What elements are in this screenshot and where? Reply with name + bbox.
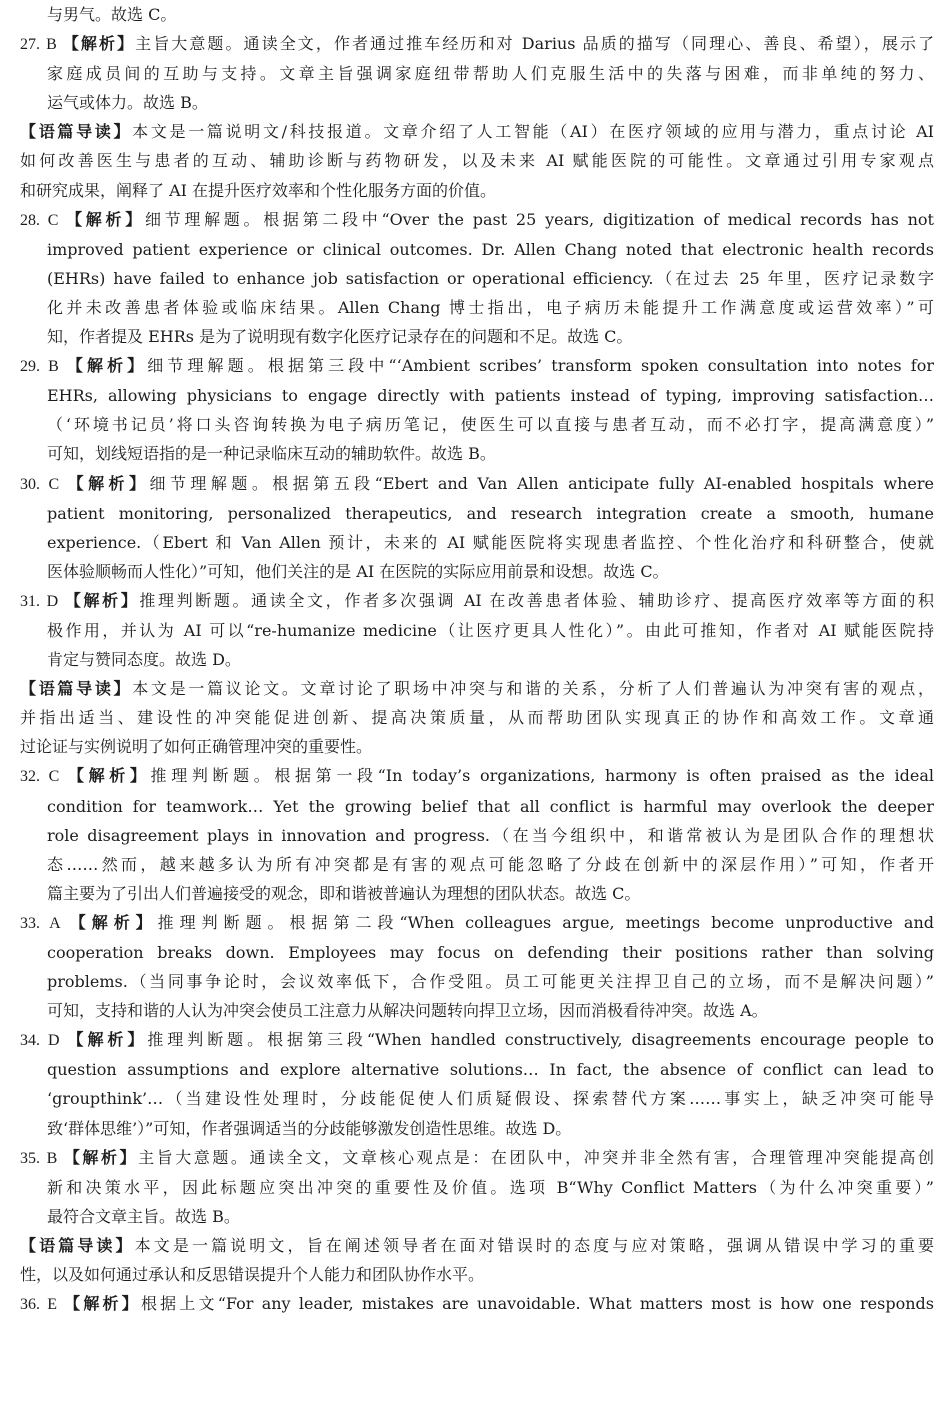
analysis-tag: 【解析】 <box>62 34 136 54</box>
text: 可知，支持和谐的人认为冲突会使员工注意力从解决问题转向捍卫立场，因而消极看待冲突。故选 A。 <box>47 1001 768 1021</box>
text-line <box>20 821 934 850</box>
text-line <box>20 528 934 557</box>
text: （‘环境书记员’将口头咨询转换为电子病历笔记，使医生可以直接与患者互动，而不必打字，提高满意度）” <box>47 415 934 435</box>
analysis-tag: 【解析】 <box>67 473 150 493</box>
passage-guide-label: 【语篇导读】 <box>20 679 133 699</box>
text-line <box>20 792 934 821</box>
text-line <box>20 1055 934 1084</box>
text: 推理判断题。通读全文，作者多次强调 AI 在改善患者体验、辅助诊疗、提高医疗效率等方面的积 <box>139 590 934 610</box>
question-number: 30. C <box>20 475 68 493</box>
text: 态……然而，越来越多认为所有冲突都是有害的观点可能忽略了分歧在创新中的深层作用）”可知，作者开 <box>47 854 934 874</box>
text: 主旨大意题。通读全文，文章核心观点是：在团队中，冲突并非全然有害，合理管理冲突能提高创 <box>138 1147 934 1167</box>
text-line <box>20 645 934 674</box>
text: 本文是一篇说明文，旨在阐述领导者在面对错误时的态度与应对策略，强调从错误中学习的重要 <box>134 1235 934 1255</box>
answer-28 <box>20 205 934 235</box>
analysis-tag: 【解析】 <box>64 590 140 610</box>
text-line <box>20 557 934 586</box>
text-line <box>20 499 934 528</box>
analysis-tag: 【解析】 <box>63 1147 139 1167</box>
text: problems.（当同事争论时，会议效率低下，合作受阻。员工可能更关注捍卫自己的立场，而不是解决问题）” <box>47 972 934 992</box>
question-number: 29. B <box>20 358 67 376</box>
question-number: 35. B <box>20 1149 64 1167</box>
text: 本文是一篇说明文/科技报道。文章介绍了人工智能（AI）在医疗领域的应用与潜力，重点讨论 AI <box>132 122 934 142</box>
text: question assumptions and explore alternative solutions… In fact, the absence of conflict can lead to <box>47 1060 934 1080</box>
analysis-tag: 【解析】 <box>66 209 145 229</box>
text: role disagreement plays in innovation and progress.（在当今组织中，和谐常被认为是团队合作的理想状 <box>47 825 934 845</box>
line-continuation <box>20 0 934 29</box>
analysis-tag: 【解析】 <box>67 1030 148 1050</box>
text-line <box>20 879 934 908</box>
answer-explanations <box>20 0 934 1341</box>
text: 过论证与实例说明了如何正确管理冲突的重要性。 <box>20 737 373 757</box>
text-line <box>20 732 934 761</box>
answer-34 <box>20 1025 934 1055</box>
text-line <box>20 703 934 732</box>
text: 推理判断题。根据第一段“In today’s organizations, harmony is often praised as the ideal <box>150 766 934 786</box>
question-number: 32. C <box>20 768 68 786</box>
text-line <box>20 59 934 88</box>
text: 细节理解题。根据第三段中“‘Ambient scribes’ transform spoken consultation into notes for <box>147 356 934 376</box>
text: 并指出适当、建设性的冲突能促进创新、提高决策质量，从而帮助团队实现真正的协作和高效工作。文章通 <box>20 708 934 728</box>
text-line <box>20 1260 934 1289</box>
text: 推理判断题。根据第三段“When handled constructively, disagreements encourage people to <box>147 1030 934 1050</box>
text: 医体验顺畅而人性化）”可知，他们关注的是 AI 在医院的实际应用前景和设想。故选 C。 <box>47 561 669 581</box>
text: 化并未改善患者体验或临床结果。Allen Chang 博士指出，电子病历未能提升工作满意度或运营效率）”可 <box>47 297 934 317</box>
text: experience.（Ebert 和 Van Allen 预计，未来的 AI 赋能医院将实现患者监控、个性化治疗和科研整合，使就 <box>47 532 934 552</box>
text-line <box>20 322 934 351</box>
text-line <box>20 1084 934 1113</box>
passage-guide-label: 【语篇导读】 <box>20 122 133 142</box>
text: 最符合文章主旨。故选 B。 <box>47 1206 240 1226</box>
text: 性，以及如何通过承认和反思错误提升个人能力和团队协作水平。 <box>20 1265 485 1285</box>
passage-guide-3 <box>20 1231 934 1260</box>
text-line <box>20 176 934 205</box>
answer-29 <box>20 351 934 381</box>
question-number: 34. D <box>20 1032 68 1050</box>
question-number: 27. B <box>20 36 63 54</box>
text: 主旨大意题。通读全文，作者通过推车经历和对 Darius 品质的描写（同理心、善良、希望），展示了 <box>135 34 934 54</box>
text-line <box>20 235 934 264</box>
text-line <box>20 293 934 322</box>
answer-30 <box>20 469 934 499</box>
text: 推理判断题。根据第二段“When colleagues argue, meetings become unproductive and <box>157 912 934 932</box>
text: improved patient experience or clinical outcomes. Dr. Allen Chang noted that electronic health records <box>47 239 934 259</box>
text-line <box>20 410 934 439</box>
answer-36-cut-off <box>20 1289 934 1319</box>
passage-guide-2 <box>20 674 934 703</box>
text-line <box>20 439 934 468</box>
text: 运气或体力。故选 B。 <box>47 93 208 113</box>
text-line <box>20 996 934 1025</box>
text: 篇主要为了引出人们普遍接受的观念，即和谐被普遍认为理想的团队状态。故选 C。 <box>47 883 641 903</box>
text: 肯定与赞同态度。故选 D。 <box>47 650 241 670</box>
question-number: 28. C <box>20 211 67 229</box>
passage-guide-label: 【语篇导读】 <box>20 1235 135 1255</box>
text: 如何改善医生与患者的互动、辅助诊断与药物研发，以及未来 AI 赋能医院的可能性。文章通过引用专家观点 <box>20 151 934 171</box>
text: 致‘群体思维’）”可知，作者强调适当的分歧能够激发创造性思维。故选 D。 <box>47 1118 572 1138</box>
text-line <box>20 850 934 879</box>
text-line <box>20 88 934 117</box>
text: 与男气。故选 C。 <box>47 5 177 24</box>
text: 根据上文“For any leader, mistakes are unavoidable. What matters most is how one responds <box>140 1294 934 1314</box>
text: 可知，划线短语指的是一种记录临床互动的辅助软件。故选 B。 <box>47 444 496 464</box>
text-line <box>20 381 934 410</box>
text-line <box>20 938 934 967</box>
text-line <box>20 616 934 645</box>
text-line <box>20 1114 934 1143</box>
text: cooperation breaks down. Employees may focus on defending their positions rather than solving <box>47 943 934 962</box>
text: EHRs, allowing physicians to engage directly with patients instead of typing, improving satisfaction… <box>47 386 934 406</box>
text: patient monitoring, personalized therapeutics, and research integration create a smooth, humane <box>47 503 934 523</box>
analysis-tag: 【解析】 <box>66 356 148 376</box>
text: condition for teamwork… Yet the growing belief that all conflict is harmful may overlook the deeper <box>47 796 934 816</box>
analysis-tag: 【解析】 <box>67 766 151 786</box>
text: 知，作者提及 EHRs 是为了说明现有数字化医疗记录存在的问题和不足。故选 C。 <box>47 327 633 347</box>
text: 本文是一篇议论文。文章讨论了职场中冲突与和谐的关系，分析了人们普遍认为冲突有害的观点， <box>132 679 934 699</box>
text: ‘groupthink’…（当建设性处理时，分歧能促使人们质疑假设、探索替代方案……事实上，缺乏冲突可能导 <box>47 1089 934 1109</box>
passage-guide-1 <box>20 117 934 146</box>
text: 细节理解题。根据第二段中“Over the past 25 years, digitization of medical records has not <box>144 209 934 229</box>
analysis-tag: 【解析】 <box>64 1294 141 1314</box>
text: (EHRs) have failed to enhance job satisfaction or operational efficiency.（在过去 25 年里，医疗记录数字 <box>47 268 934 288</box>
text-line <box>20 146 934 175</box>
text-line <box>20 1173 934 1202</box>
analysis-tag: 【解析】 <box>69 912 158 932</box>
answer-27 <box>20 29 934 59</box>
answer-31 <box>20 586 934 616</box>
answer-35 <box>20 1143 934 1173</box>
text: 家庭成员间的互助与支持。文章主旨强调家庭纽带帮助人们克服生活中的失落与困难，而非单纯的努力、 <box>47 64 934 84</box>
answer-33 <box>20 908 934 938</box>
text: 细节理解题。根据第五段“Ebert and Van Allen anticipate fully AI-enabled hospitals where <box>149 473 934 493</box>
question-number: 36. E <box>20 1296 65 1314</box>
text-line <box>20 1202 934 1231</box>
text: 和研究成果，阐释了 AI 在提升医疗效率和个性化服务方面的价值。 <box>20 180 497 200</box>
answer-32 <box>20 761 934 791</box>
text-line <box>20 967 934 996</box>
question-number: 33. A <box>20 914 70 932</box>
text: 极作用，并认为 AI 可以“re-humanize medicine（让医疗更具人性化）”。由此可推知，作者对 AI 赋能医院持 <box>47 620 934 640</box>
page-bottom-margin <box>0 1341 950 1406</box>
text-line <box>20 264 934 293</box>
text: 新和决策水平，因此标题应突出冲突的重要性及价值。选项 B“Why Conflict Matters（为什么冲突重要）” <box>47 1177 934 1197</box>
question-number: 31. D <box>20 592 65 610</box>
